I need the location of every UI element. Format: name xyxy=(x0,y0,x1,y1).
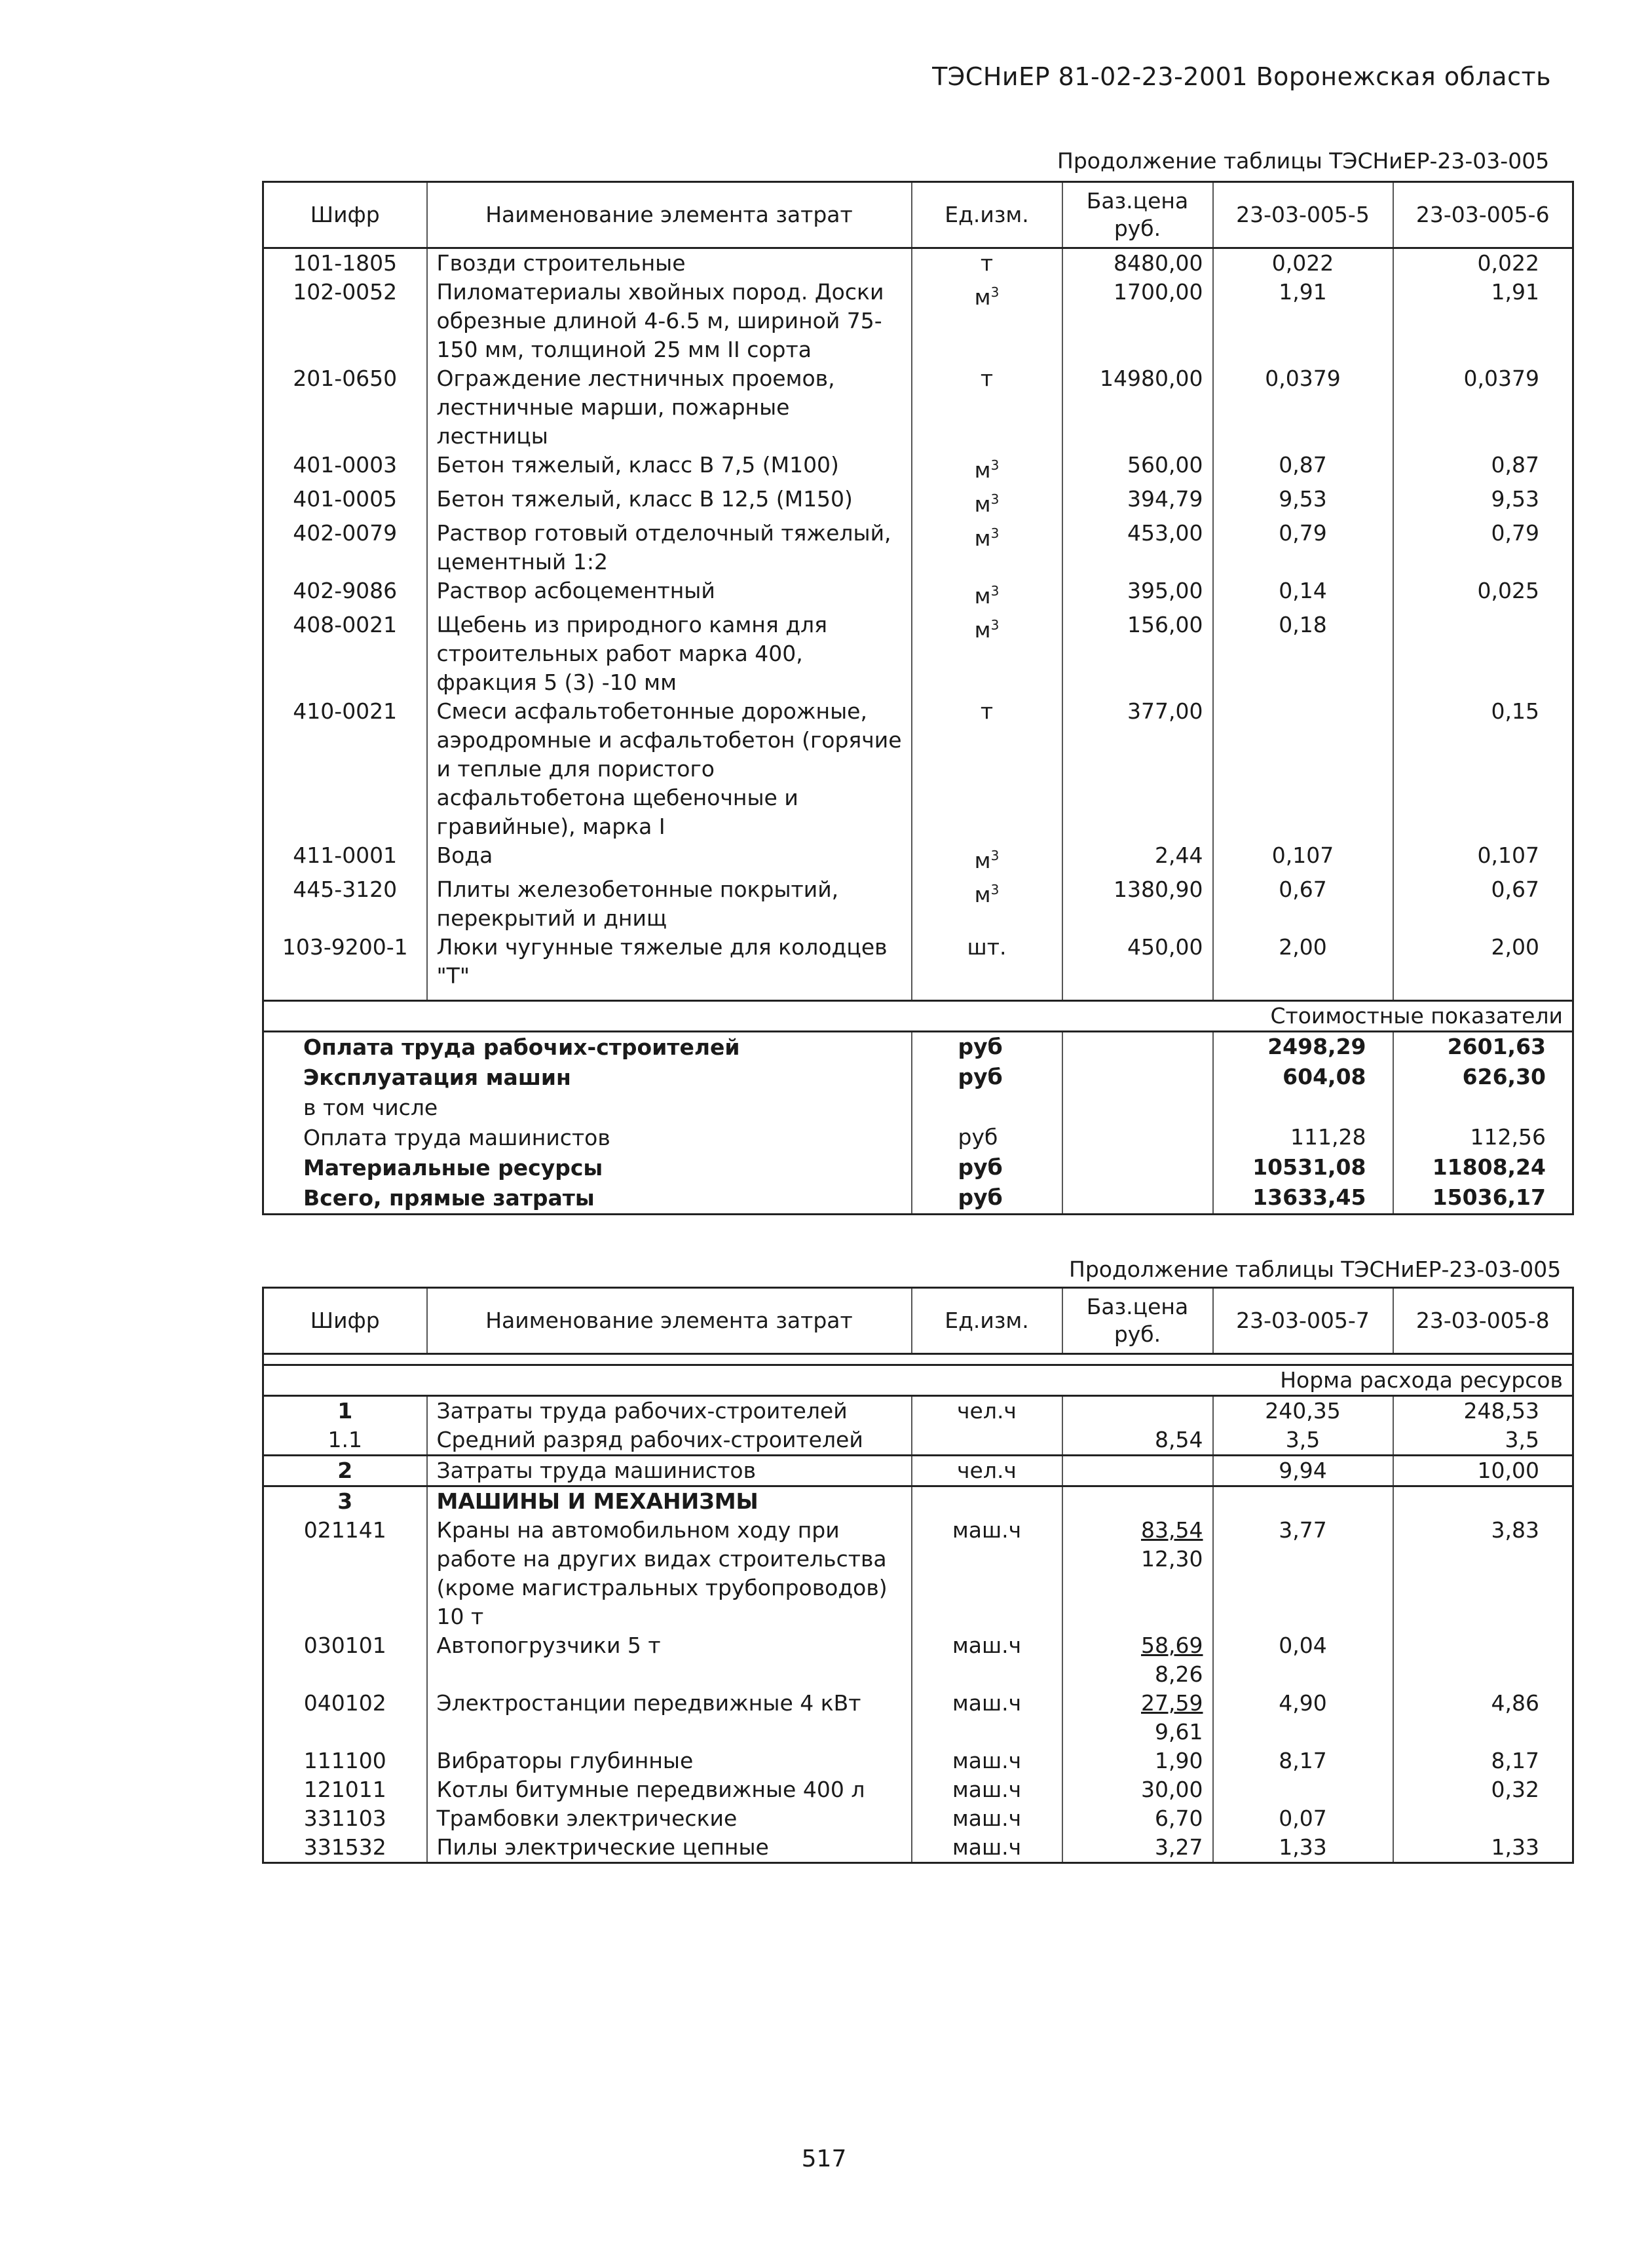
unit-cell: маш.ч xyxy=(912,1775,1062,1804)
price-cell: 14980,00 xyxy=(1062,364,1213,451)
price-wage-value: 12,30 xyxy=(1141,1546,1203,1572)
price-cell xyxy=(1062,1689,1213,1747)
code-cell: 411-0001 xyxy=(263,841,427,875)
code-cell: 103-9200-1 xyxy=(263,933,427,991)
name-cell: Люки чугунные тяжелые для колодцев "Т" xyxy=(427,933,912,991)
code-cell: 2 xyxy=(263,1456,427,1486)
price-cell xyxy=(1062,1396,1213,1426)
value-cell: 0,32 xyxy=(1393,1775,1573,1804)
name-cell: Электростанции передвижные 4 кВт xyxy=(427,1689,912,1747)
name-cell: Плиты железобетонные покрытий, перекрытий и днищ xyxy=(427,875,912,933)
table-row xyxy=(263,1631,1573,1689)
price-cell: 377,00 xyxy=(1062,697,1213,841)
table-row xyxy=(263,1486,1573,1517)
name-cell: Гвозди строительные xyxy=(427,248,912,278)
price-cell: 156,00 xyxy=(1062,611,1213,697)
value-cell: 0,79 xyxy=(1393,519,1573,576)
code-cell: 402-0079 xyxy=(263,519,427,576)
value-cell: 1,33 xyxy=(1213,1833,1393,1863)
section-label: Норма расхода ресурсов xyxy=(263,1365,1573,1396)
price-value: 27,59 xyxy=(1141,1690,1203,1716)
table-row xyxy=(263,1426,1573,1456)
price-cell: 8480,00 xyxy=(1062,248,1213,278)
table-row xyxy=(263,1833,1573,1863)
value-cell: 2,00 xyxy=(1393,933,1573,991)
table-row xyxy=(263,576,1573,611)
spacer-cell xyxy=(1062,991,1213,1001)
value-cell xyxy=(1213,1486,1393,1517)
value-cell: 3,83 xyxy=(1393,1516,1573,1631)
table-row xyxy=(263,841,1573,875)
code-cell: 121011 xyxy=(263,1775,427,1804)
code-cell: 111100 xyxy=(263,1747,427,1775)
table-row xyxy=(263,1689,1573,1747)
value-cell: 3,5 xyxy=(1213,1426,1393,1456)
unit-cell: $м^3$ xyxy=(912,611,1062,697)
table-row xyxy=(263,485,1573,519)
name-cell: Затраты труда рабочих-строителей xyxy=(427,1396,912,1426)
summary-unit: руб xyxy=(912,1123,1062,1153)
column-header: Ед.изм. xyxy=(912,1288,1062,1354)
table1-caption: Продолжение таблицы ТЭСНиЕР-23-03-005 xyxy=(1057,148,1550,174)
unit-cell: т xyxy=(912,364,1062,451)
price-cell xyxy=(1062,1747,1213,1775)
price-cell xyxy=(1062,1631,1213,1689)
code-cell: 402-9086 xyxy=(263,576,427,611)
code-cell: 331103 xyxy=(263,1804,427,1833)
summary-empty xyxy=(1062,1183,1213,1215)
name-cell: Трамбовки электрические xyxy=(427,1804,912,1833)
value-cell: 9,94 xyxy=(1213,1456,1393,1486)
code-cell: 3 xyxy=(263,1486,427,1517)
value-cell: 248,53 xyxy=(1393,1396,1573,1426)
value-cell: 0,67 xyxy=(1393,875,1573,933)
code-cell: 201-0650 xyxy=(263,364,427,451)
value-cell: 0,67 xyxy=(1213,875,1393,933)
unit-cell: $м^3$ xyxy=(912,278,1062,364)
summary-empty xyxy=(1062,1032,1213,1063)
value-cell: 0,15 xyxy=(1393,697,1573,841)
value-cell: 0,79 xyxy=(1213,519,1393,576)
spacer-cell xyxy=(427,991,912,1001)
code-cell: 1.1 xyxy=(263,1426,427,1456)
price-value: 8,54 xyxy=(1155,1427,1203,1452)
summary-row xyxy=(263,1123,1573,1153)
value-cell: 0,107 xyxy=(1393,841,1573,875)
table-row xyxy=(263,451,1573,485)
price-cell xyxy=(1062,1456,1213,1486)
summary-empty xyxy=(1062,1123,1213,1153)
code-cell: 401-0003 xyxy=(263,451,427,485)
spacer-cell xyxy=(1393,991,1573,1001)
spacer-row xyxy=(263,1354,1573,1365)
name-cell: Бетон тяжелый, класс В 7,5 (М100) xyxy=(427,451,912,485)
price-cell xyxy=(1062,1833,1213,1863)
summary-unit: руб xyxy=(912,1183,1062,1215)
column-header: Баз.цена руб. xyxy=(1062,1288,1213,1354)
spacer-cell xyxy=(912,991,1062,1001)
price-value: 30,00 xyxy=(1141,1777,1203,1802)
unit-cell: маш.ч xyxy=(912,1804,1062,1833)
price-cell: 560,00 xyxy=(1062,451,1213,485)
code-cell: 445-3120 xyxy=(263,875,427,933)
unit-cell: маш.ч xyxy=(912,1833,1062,1863)
name-cell: Раствор готовый отделочный тяжелый, цементный 1:2 xyxy=(427,519,912,576)
name-cell: Вода xyxy=(427,841,912,875)
price-cell: 394,79 xyxy=(1062,485,1213,519)
summary-label: Оплата труда машинистов xyxy=(263,1123,912,1153)
value-cell: 2,00 xyxy=(1213,933,1393,991)
value-cell: 0,18 xyxy=(1213,611,1393,697)
price-cell xyxy=(1062,1804,1213,1833)
table-row xyxy=(263,248,1573,278)
name-cell: Краны на автомобильном ходу при работе на других видах строительства (кроме магистральных трубопроводов) 10 т xyxy=(427,1516,912,1631)
name-cell: Пилы электрические цепные xyxy=(427,1833,912,1863)
price-value: 58,69 xyxy=(1141,1633,1203,1658)
name-cell: Пиломатериалы хвойных пород. Доски обрезные длиной 4-6.5 м, шириной 75-150 мм, толщиной 25 мм II сорта xyxy=(427,278,912,364)
table-row xyxy=(263,697,1573,841)
value-cell xyxy=(1393,611,1573,697)
value-cell xyxy=(1393,1804,1573,1833)
price-cell: 1700,00 xyxy=(1062,278,1213,364)
summary-unit: руб xyxy=(912,1063,1062,1093)
price-cell xyxy=(1062,1775,1213,1804)
unit-cell: шт. xyxy=(912,933,1062,991)
column-header: Баз.цена руб. xyxy=(1062,182,1213,248)
unit-cell: $м^3$ xyxy=(912,519,1062,576)
name-cell: Котлы битумные передвижные 400 л xyxy=(427,1775,912,1804)
table-row xyxy=(263,364,1573,451)
value-cell xyxy=(1213,1775,1393,1804)
value-cell: 10,00 xyxy=(1393,1456,1573,1486)
column-header: Шифр xyxy=(263,1288,427,1354)
summary-empty xyxy=(1062,1093,1213,1123)
table-row xyxy=(263,1775,1573,1804)
value-cell: 0,0379 xyxy=(1213,364,1393,451)
price-value: 83,54 xyxy=(1141,1517,1203,1543)
section-row xyxy=(263,1001,1573,1032)
price-cell: 395,00 xyxy=(1062,576,1213,611)
name-cell: Смеси асфальтобетонные дорожные, аэродромные и асфальтобетон (горячие и теплые для пористого асфальтобетона щебеночные и гравийные), марка I xyxy=(427,697,912,841)
price-cell: 450,00 xyxy=(1062,933,1213,991)
summary-value: 13633,45 xyxy=(1213,1183,1393,1215)
unit-cell: $м^3$ xyxy=(912,485,1062,519)
value-cell: 0,14 xyxy=(1213,576,1393,611)
value-cell: 0,87 xyxy=(1213,451,1393,485)
column-header: Наименование элемента затрат xyxy=(427,1288,912,1354)
value-cell xyxy=(1393,1631,1573,1689)
unit-cell: маш.ч xyxy=(912,1689,1062,1747)
code-cell: 410-0021 xyxy=(263,697,427,841)
name-cell: Бетон тяжелый, класс В 12,5 (М150) xyxy=(427,485,912,519)
value-cell: 0,107 xyxy=(1213,841,1393,875)
value-cell xyxy=(1393,1486,1573,1517)
name-cell: МАШИНЫ И МЕХАНИЗМЫ xyxy=(427,1486,912,1517)
value-cell: 4,90 xyxy=(1213,1689,1393,1747)
code-cell: 030101 xyxy=(263,1631,427,1689)
summary-value: 10531,08 xyxy=(1213,1153,1393,1183)
price-value: 6,70 xyxy=(1155,1805,1203,1831)
summary-unit xyxy=(912,1093,1062,1123)
column-header: 23-03-005-5 xyxy=(1213,182,1393,248)
column-header: 23-03-005-8 xyxy=(1393,1288,1573,1354)
name-cell: Щебень из природного камня для строительных работ марка 400, фракция 5 (3) -10 мм xyxy=(427,611,912,697)
spacer-cell xyxy=(263,1354,1573,1365)
price-cell: 453,00 xyxy=(1062,519,1213,576)
value-cell: 4,86 xyxy=(1393,1689,1573,1747)
value-cell: 0,025 xyxy=(1393,576,1573,611)
header-row xyxy=(263,1288,1573,1354)
column-header: Наименование элемента затрат xyxy=(427,182,912,248)
spacer-row xyxy=(263,991,1573,1001)
value-cell: 3,5 xyxy=(1393,1426,1573,1456)
value-cell: 9,53 xyxy=(1393,485,1573,519)
name-cell: Ограждение лестничных проемов, лестничные марши, пожарные лестницы xyxy=(427,364,912,451)
table-row xyxy=(263,875,1573,933)
summary-label: в том числе xyxy=(263,1093,912,1123)
section-label: Стоимостные показатели xyxy=(263,1001,1573,1032)
column-header: Шифр xyxy=(263,182,427,248)
unit-cell: $м^3$ xyxy=(912,576,1062,611)
summary-value: 11808,24 xyxy=(1393,1153,1573,1183)
code-cell: 401-0005 xyxy=(263,485,427,519)
value-cell: 8,17 xyxy=(1213,1747,1393,1775)
unit-cell: маш.ч xyxy=(912,1631,1062,1689)
price-value: 1,90 xyxy=(1155,1748,1203,1773)
value-cell: 3,77 xyxy=(1213,1516,1393,1631)
page-number: 517 xyxy=(801,2145,847,2172)
summary-row xyxy=(263,1183,1573,1215)
column-header: Ед.изм. xyxy=(912,182,1062,248)
column-header: 23-03-005-7 xyxy=(1213,1288,1393,1354)
code-cell: 331532 xyxy=(263,1833,427,1863)
price-cell: 2,44 xyxy=(1062,841,1213,875)
unit-cell: $м^3$ xyxy=(912,841,1062,875)
code-cell: 040102 xyxy=(263,1689,427,1747)
resource-table-1 xyxy=(262,181,1574,1215)
summary-value: 626,30 xyxy=(1393,1063,1573,1093)
summary-value: 2601,63 xyxy=(1393,1032,1573,1063)
page-header: ТЭСНиЕР 81-02-23-2001 Воронежская область xyxy=(932,62,1551,91)
unit-cell: маш.ч xyxy=(912,1747,1062,1775)
summary-value: 111,28 xyxy=(1213,1123,1393,1153)
header-row xyxy=(263,182,1573,248)
code-cell: 1 xyxy=(263,1396,427,1426)
value-cell: 1,91 xyxy=(1213,278,1393,364)
name-cell: Затраты труда машинистов xyxy=(427,1456,912,1486)
value-cell: 8,17 xyxy=(1393,1747,1573,1775)
name-cell: Раствор асбоцементный xyxy=(427,576,912,611)
table-row xyxy=(263,278,1573,364)
section-row xyxy=(263,1365,1573,1396)
resource-table-2 xyxy=(262,1287,1574,1864)
table-row xyxy=(263,519,1573,576)
value-cell: 9,53 xyxy=(1213,485,1393,519)
summary-value xyxy=(1393,1093,1573,1123)
value-cell: 0,022 xyxy=(1213,248,1393,278)
unit-cell: т xyxy=(912,248,1062,278)
unit-cell: $м^3$ xyxy=(912,875,1062,933)
value-cell: 0,0379 xyxy=(1393,364,1573,451)
table-row xyxy=(263,1747,1573,1775)
table-row xyxy=(263,1516,1573,1631)
value-cell: 0,04 xyxy=(1213,1631,1393,1689)
unit-cell xyxy=(912,1426,1062,1456)
value-cell: 0,87 xyxy=(1393,451,1573,485)
table-row xyxy=(263,1456,1573,1486)
summary-value: 604,08 xyxy=(1213,1063,1393,1093)
column-header: 23-03-005-6 xyxy=(1393,182,1573,248)
summary-empty xyxy=(1062,1153,1213,1183)
summary-unit: руб xyxy=(912,1032,1062,1063)
price-value: 3,27 xyxy=(1155,1834,1203,1860)
value-cell: 0,07 xyxy=(1213,1804,1393,1833)
code-cell: 101-1805 xyxy=(263,248,427,278)
price-cell xyxy=(1062,1486,1213,1517)
summary-label: Материальные ресурсы xyxy=(263,1153,912,1183)
summary-value: 112,56 xyxy=(1393,1123,1573,1153)
spacer-cell xyxy=(263,991,427,1001)
table-row xyxy=(263,611,1573,697)
table-row xyxy=(263,1396,1573,1426)
summary-value xyxy=(1213,1093,1393,1123)
code-cell: 102-0052 xyxy=(263,278,427,364)
summary-label: Всего, прямые затраты xyxy=(263,1183,912,1215)
name-cell: Средний разряд рабочих-строителей xyxy=(427,1426,912,1456)
table-row xyxy=(263,933,1573,991)
table-row xyxy=(263,1804,1573,1833)
unit-cell: $м^3$ xyxy=(912,451,1062,485)
unit-cell: маш.ч xyxy=(912,1516,1062,1631)
summary-row xyxy=(263,1093,1573,1123)
code-cell: 408-0021 xyxy=(263,611,427,697)
summary-label: Эксплуатация машин xyxy=(263,1063,912,1093)
value-cell: 1,91 xyxy=(1393,278,1573,364)
summary-unit: руб xyxy=(912,1153,1062,1183)
summary-label: Оплата труда рабочих-строителей xyxy=(263,1032,912,1063)
summary-row xyxy=(263,1063,1573,1093)
table2-caption: Продолжение таблицы ТЭСНиЕР-23-03-005 xyxy=(1069,1257,1562,1282)
name-cell: Автопогрузчики 5 т xyxy=(427,1631,912,1689)
value-cell: 0,022 xyxy=(1393,248,1573,278)
summary-value: 15036,17 xyxy=(1393,1183,1573,1215)
price-cell: 1380,90 xyxy=(1062,875,1213,933)
price-wage-value: 8,26 xyxy=(1155,1661,1203,1687)
price-wage-value: 9,61 xyxy=(1155,1719,1203,1745)
unit-cell: чел.ч xyxy=(912,1396,1062,1426)
value-cell: 1,33 xyxy=(1393,1833,1573,1863)
code-cell: 021141 xyxy=(263,1516,427,1631)
value-cell: 240,35 xyxy=(1213,1396,1393,1426)
unit-cell: т xyxy=(912,697,1062,841)
price-cell xyxy=(1062,1426,1213,1456)
name-cell: Вибраторы глубинные xyxy=(427,1747,912,1775)
unit-cell: чел.ч xyxy=(912,1456,1062,1486)
unit-cell xyxy=(912,1486,1062,1517)
value-cell xyxy=(1213,697,1393,841)
summary-row xyxy=(263,1153,1573,1183)
summary-row xyxy=(263,1032,1573,1063)
summary-value: 2498,29 xyxy=(1213,1032,1393,1063)
summary-empty xyxy=(1062,1063,1213,1093)
price-cell xyxy=(1062,1516,1213,1631)
spacer-cell xyxy=(1213,991,1393,1001)
